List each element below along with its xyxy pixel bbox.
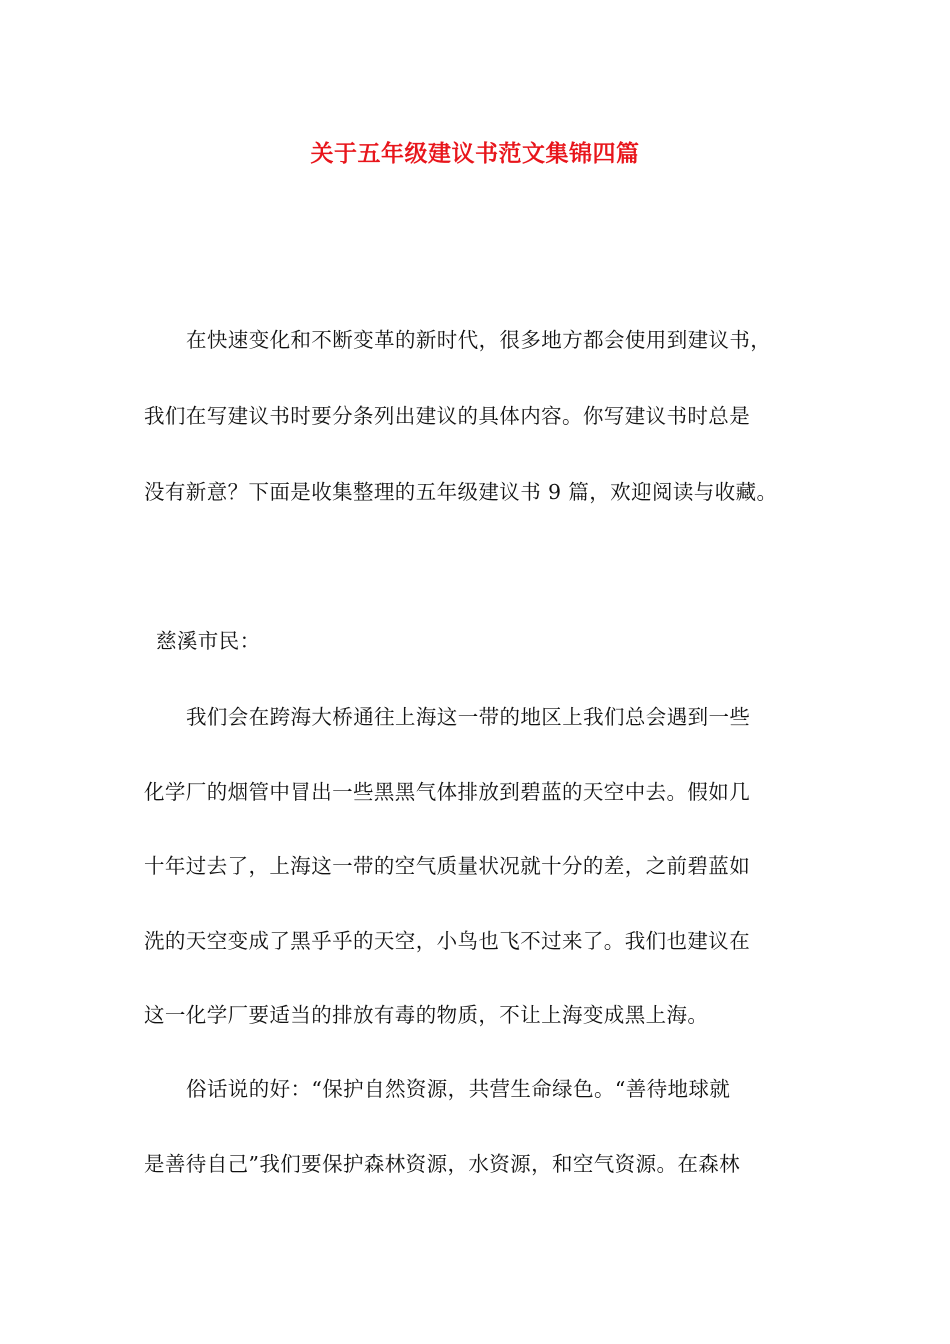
- paragraph1-line-3: 十年过去了，上海这一带的空气质量状况就十分的差，之前碧蓝如: [144, 854, 751, 878]
- paragraph1-line-2: 化学厂的烟管中冒出一些黑黑气体排放到碧蓝的天空中去。假如几: [144, 780, 751, 804]
- paragraph2-line-2: 是善待自己”我们要保护森林资源，水资源，和空气资源。在森林: [144, 1152, 741, 1176]
- intro-line-3: 没有新意？下面是收集整理的五年级建议书 9 篇，欢迎阅读与收藏。: [144, 480, 778, 504]
- paragraph1-line-5: 这一化学厂要适当的排放有毒的物质，不让上海变成黑上海。: [144, 1003, 709, 1027]
- intro-line-2: 我们在写建议书时要分条列出建议的具体内容。你写建议书时总是: [144, 404, 751, 428]
- paragraph1-line-1: 我们会在跨海大桥通往上海这一带的地区上我们总会遇到一些: [186, 705, 751, 729]
- intro-line-1: 在快速变化和不断变革的新时代，很多地方都会使用到建议书，: [186, 328, 772, 352]
- paragraph1-line-4: 洗的天空变成了黑乎乎的天空，小鸟也飞不过来了。我们也建议在: [144, 929, 751, 953]
- document-title: 关于五年级建议书范文集锦四篇: [310, 140, 640, 167]
- paragraph2-line-1: 俗话说的好：“保护自然资源，共营生命绿色。“善待地球就: [186, 1077, 731, 1101]
- salutation: 慈溪市民：: [156, 629, 261, 653]
